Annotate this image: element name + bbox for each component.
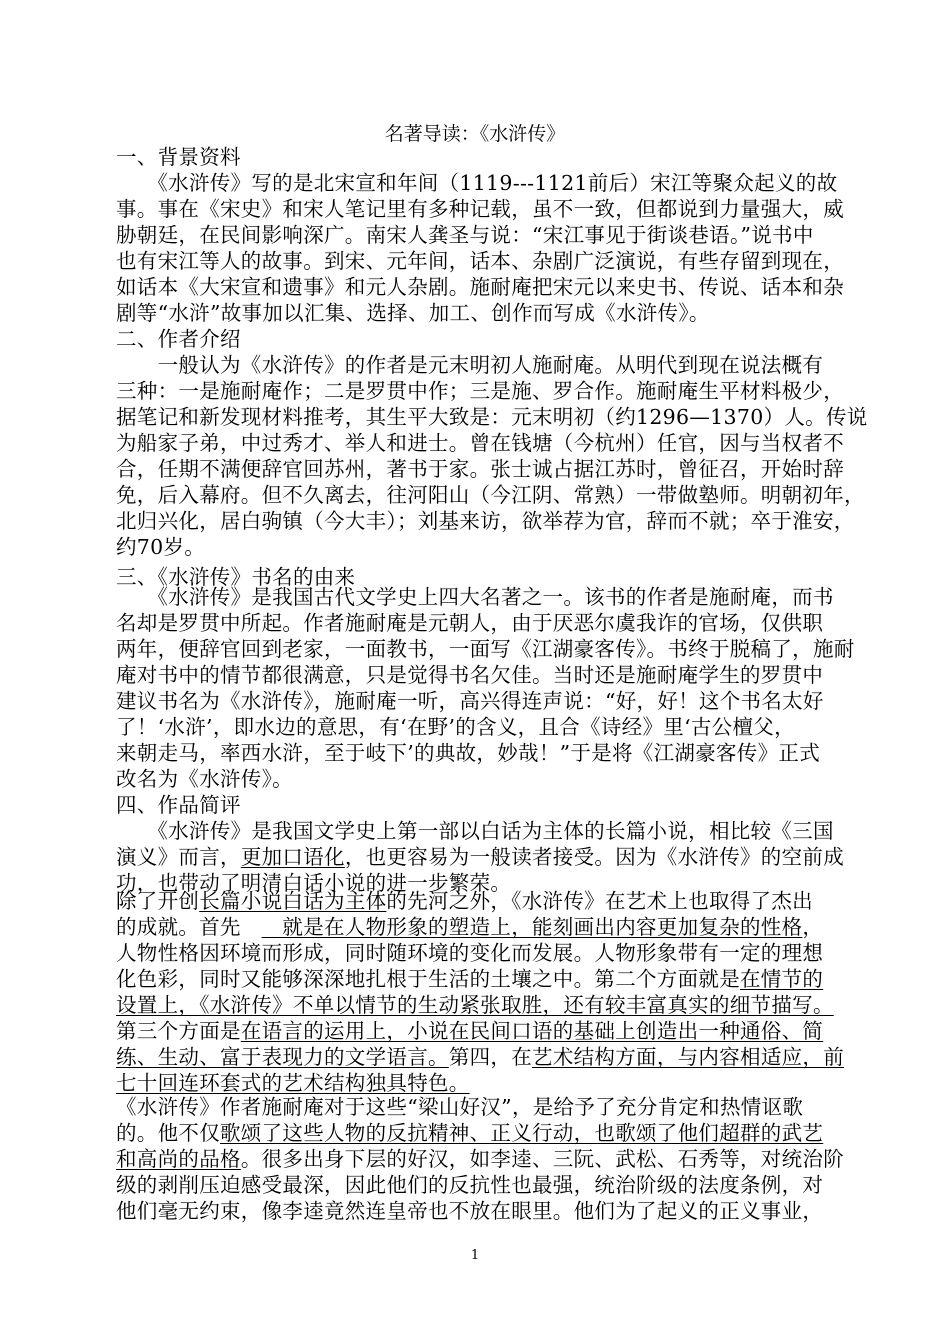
text-segment: 三种：一是施耐庵作；二是罗贯中作；三是施、罗合作。施耐庵生平材料极少， <box>116 379 844 403</box>
text-line <box>116 636 855 662</box>
text-segment: 他们毫无约束，像李逵竟然连皇帝也不放在眼里。他们为了起义的正义事业， <box>116 1199 824 1223</box>
text-segment: 的。他不仅 <box>116 1121 220 1145</box>
text-line <box>116 914 823 940</box>
underlined-text: 歌颂了这些人物的反抗精神、正义行动，也歌颂了他们超群的武艺 <box>220 1121 824 1145</box>
underlined-text: 在情节的 <box>740 967 824 991</box>
text-segment: 的成就。首先 <box>116 915 262 939</box>
text-segment: 第四，在 <box>448 1045 533 1069</box>
text-line <box>116 610 823 636</box>
text-line <box>116 326 241 352</box>
text-segment: 免，后入幕府。但不久离去，往河阳山（今江阴、常熟）一带做塾师。明朝初年， <box>116 483 865 507</box>
text-segment: 除了开创 <box>116 889 200 913</box>
text-line <box>116 352 823 378</box>
text-line <box>116 378 844 404</box>
text-segment: 为船家子弟，中过秀才、举人和进士。曾在钱塘（今杭州）任官，因与当权者不 <box>116 431 844 455</box>
text-line <box>116 430 844 456</box>
text-line <box>116 888 813 914</box>
text-segment: 《水浒传》写的是北宋宣和年间（1119---1121前后）宋江等聚众起义的故 <box>116 171 838 195</box>
text-segment: ，也更容易为一般读者接受。因为《水浒传》的空前成 <box>344 845 845 869</box>
text-segment: 来朝走马，率西水浒，至于岐下’的典故，妙哉！”于是将《江湖豪客传》正式 <box>116 741 820 765</box>
text-line <box>116 818 834 844</box>
text-line <box>116 966 823 992</box>
text-line <box>116 714 795 740</box>
text-line <box>116 992 834 1018</box>
text-segment: 如话本《大宋宣和遗事》和元人杂剧。施耐庵把宋元以来史书、传说、话本和杂 <box>116 275 844 299</box>
text-line <box>116 170 837 196</box>
text-segment: 演义》而言， <box>116 845 241 869</box>
underlined-text: 和高尚的品格 <box>116 1147 241 1171</box>
text-line <box>116 1094 803 1120</box>
text-line <box>116 1146 844 1172</box>
text-line <box>116 508 855 534</box>
text-line <box>116 222 814 248</box>
text-segment: 化色彩，同时又能够深深地扎根于生活的土壤之中。第二个方面就是 <box>116 967 740 991</box>
text-segment: 合，任期不满便辞官回苏州，著书于家。张士诚占据江苏时，曾征召，开始时辞 <box>116 457 844 481</box>
text-line <box>116 740 820 766</box>
text-line <box>116 940 823 966</box>
text-line <box>116 196 844 222</box>
text-segment: 庵对书中的情节都很满意，只是觉得书名欠佳。当时还是施耐庵学生的罗贯中 <box>116 663 824 687</box>
text-segment: 人物性格因环境而形成，同时随环境的变化而发展。人物形象带有一定的理想 <box>116 941 824 965</box>
text-segment: 级的剥削压迫感受最深，因此他们的反抗性也最强，统治阶级的法度条例，对 <box>116 1173 824 1197</box>
text-line <box>116 300 710 326</box>
text-line <box>116 1044 844 1070</box>
text-line <box>116 662 823 688</box>
text-line <box>116 792 241 818</box>
page-number: 1 <box>470 1248 480 1263</box>
text-segment: 北归兴化，居白驹镇（今大丰）；刘基来访，欲举荐为官，辞而不就；卒于淮安， <box>116 509 855 533</box>
text-segment: 改名为《水浒传》。 <box>116 767 293 791</box>
text-line <box>116 1120 823 1146</box>
text-segment: 也有宋江等人的故事。到宋、元年间，话本、杂剧广泛演说，有些存留到现在， <box>116 249 844 273</box>
text-segment: 第三个方面是 <box>116 1019 241 1043</box>
text-segment: 事。事在《宋史》和宋人笔记里有多种记载，虽不一致，但都说到力量强大，威 <box>116 197 844 221</box>
text-line <box>116 1018 823 1044</box>
text-line <box>116 584 834 610</box>
page-title: 名著导读：《水浒传》 <box>384 123 566 145</box>
text-line <box>116 766 293 792</box>
text-line <box>116 456 844 482</box>
text-segment: 建议书名为《水浒传》，施耐庵一听，高兴得连声说：“好，好！这个书名太好 <box>116 689 824 713</box>
text-segment: 了！‘水浒’，即水边的意思，有‘在野’的含义，且合《诗经》里‘古公檀父， <box>116 715 795 739</box>
underlined-text: 七十回连环套式的艺术结构独具特色。 <box>116 1071 470 1095</box>
text-segment: 《水浒传》是我国古代文学史上四大名著之一。该书的作者是施耐庵，而书 <box>116 585 834 609</box>
text-segment: 两年，便辞官回到老家，一面教书，一面写《江湖豪客传》。书终于脱稿了，施耐 <box>116 637 855 661</box>
text-line <box>116 1070 470 1096</box>
text-segment: 据笔记和新发现材料推考，其生平大致是：元末明初（约1296—1370）人。传说 <box>116 405 868 429</box>
text-segment: 《水浒传》作者施耐庵对于这些“梁山好汉”，是给予了充分肯定和热情讴歌 <box>116 1095 804 1119</box>
text-segment: 约70岁。 <box>116 535 206 559</box>
underlined-text: 长篇小说白话为主体 <box>199 889 387 913</box>
text-segment: 功，也带动了明清白话小说的进一步繁荣。 <box>116 871 512 895</box>
text-segment: 三、《水浒传》书名的由来 <box>116 565 356 589</box>
text-line <box>116 248 844 274</box>
text-line <box>116 404 868 430</box>
text-segment: 《水浒传》是我国文学史上第一部以白话为主体的长篇小说，相比较《三国 <box>116 819 834 843</box>
text-segment: 四、作品简评 <box>116 793 241 817</box>
text-line <box>116 534 205 560</box>
underlined-text: 更加口语化 <box>240 845 345 869</box>
text-line <box>116 1198 823 1224</box>
text-segment: 二、作者介绍 <box>116 327 241 351</box>
underlined-text: 设置上，《水浒传》不单以情节的生动紧张取胜，还有较丰富真实的细节描写。 <box>116 993 834 1017</box>
text-segment: 胁朝廷，在民间影响深广。南宋人龚圣与说：“宋江事见于街谈巷语。”说书中 <box>116 223 814 247</box>
text-segment: 一、背景资料 <box>116 145 241 169</box>
text-segment: 的先河之外，《水浒传》在艺术上也取得了杰出 <box>386 889 813 913</box>
text-line <box>116 1172 823 1198</box>
text-segment: 名却是罗贯中所起。作者施耐庵是元朝人，由于厌恶尔虞我诈的官场，仅供职 <box>116 611 824 635</box>
text-line <box>116 844 844 870</box>
text-segment: 一般认为《水浒传》的作者是元末明初人施耐庵。从明代到现在说法概有 <box>116 353 824 377</box>
text-segment: 。很多出身下层的好汉，如李逵、三阮、武松、石秀等，对统治阶 <box>240 1147 845 1171</box>
underlined-text: 就是在人物形象的塑造上，能刻画出内容更加复杂的性格 <box>261 915 803 939</box>
underlined-text: 艺术结构方面，与内容相适应，前 <box>532 1045 845 1069</box>
text-segment: 剧等“水浒”故事加以汇集、选择、加工、创作而写成《水浒传》。 <box>116 301 710 325</box>
text-line <box>116 688 824 714</box>
underlined-text: 在语言的运用上，小说在民间口语的基础上创造出一种通俗、简 <box>240 1019 824 1043</box>
text-line <box>116 274 844 300</box>
underlined-text: 练、生动、富于表现力的文学语言。 <box>116 1045 449 1069</box>
text-line <box>116 482 865 508</box>
text-line <box>116 144 241 170</box>
text-segment: ， <box>802 915 824 939</box>
